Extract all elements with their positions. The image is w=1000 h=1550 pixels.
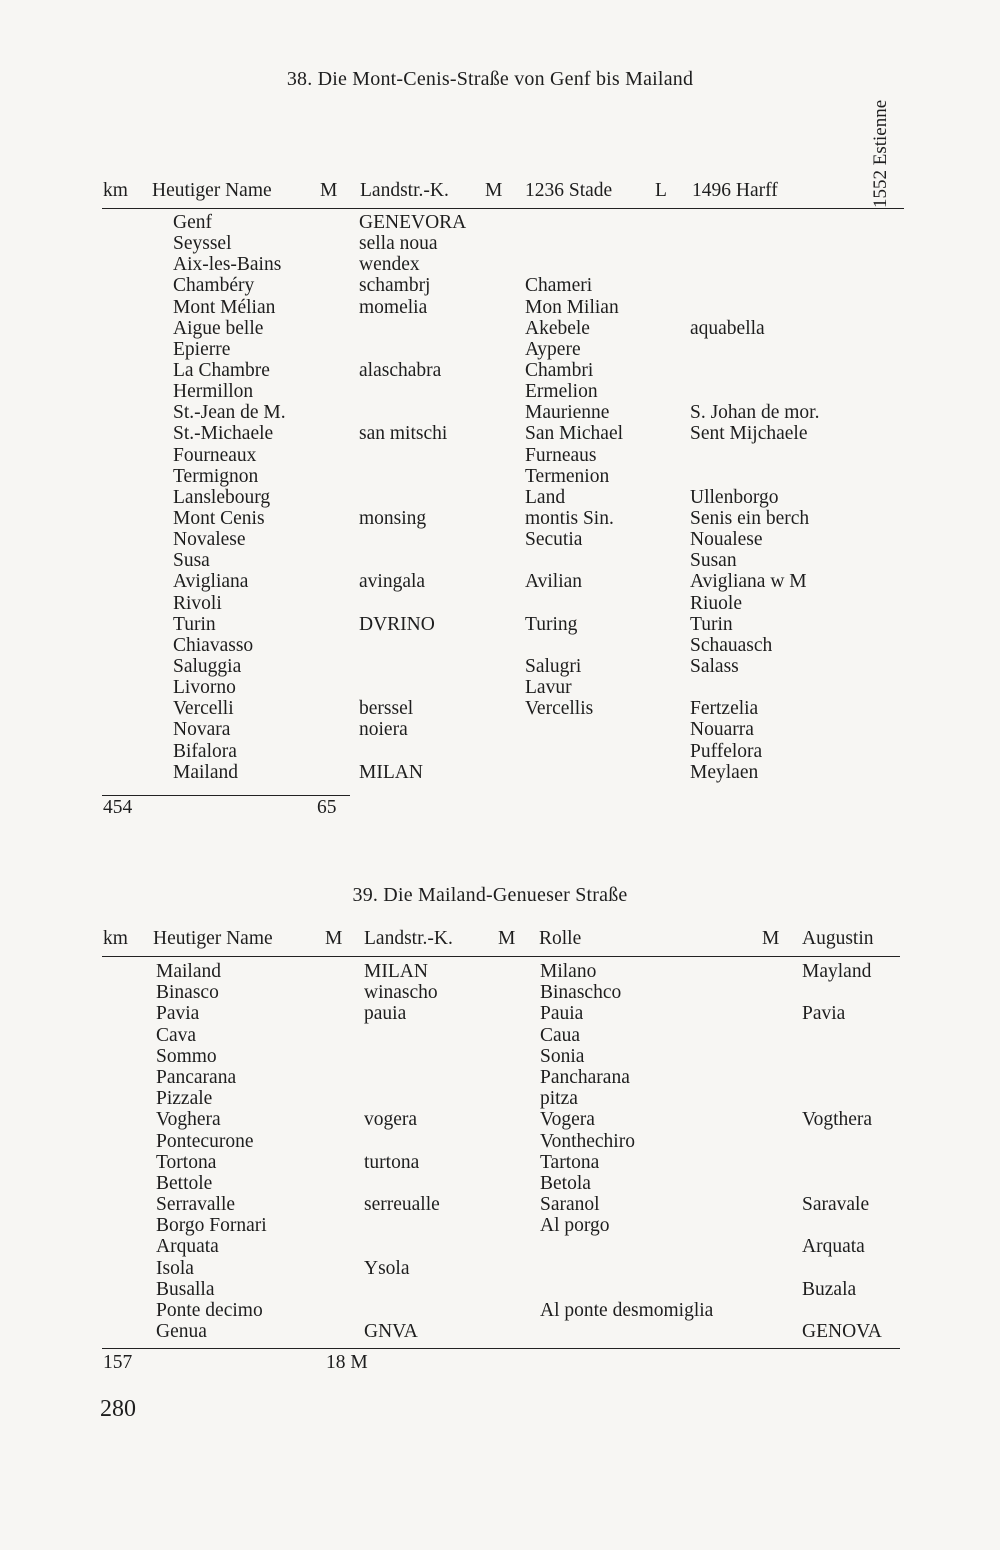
cell-harff: Puffelora bbox=[690, 740, 763, 762]
rotated-header-estienne: 1552 Estienne bbox=[870, 99, 891, 208]
cell-aug: Arquata bbox=[802, 1236, 865, 1258]
cell-aug: Pavia bbox=[802, 1003, 846, 1025]
cell-name: Seyssel bbox=[173, 233, 232, 255]
cell-name: Novalese bbox=[173, 529, 246, 551]
header-m2: M bbox=[498, 928, 516, 949]
cell-harff: Turin bbox=[690, 613, 733, 635]
cell-aug: Mayland bbox=[802, 961, 872, 982]
cell-name: Binasco bbox=[156, 982, 219, 1004]
cell-land: momelia bbox=[359, 296, 428, 318]
header-augustin: Augustin bbox=[802, 928, 874, 949]
cell-land: winascho bbox=[364, 982, 438, 1004]
cell-name: Sommo bbox=[156, 1045, 217, 1067]
cell-name: Chiavasso bbox=[173, 634, 254, 656]
cell-aug: Saravale bbox=[802, 1194, 870, 1216]
cell-stade: Turing bbox=[525, 613, 578, 635]
cell-land: vogera bbox=[364, 1109, 418, 1131]
cell-name: Pontecurone bbox=[156, 1130, 254, 1152]
cell-name: Susa bbox=[173, 550, 210, 572]
cell-name: Genf bbox=[173, 212, 212, 233]
cell-land: DVRINO bbox=[359, 613, 435, 635]
cell-land: noiera bbox=[359, 719, 408, 741]
cell-aug: Vogthera bbox=[802, 1109, 873, 1131]
cell-name: Mailand bbox=[156, 961, 221, 982]
cell-name: Turin bbox=[173, 613, 216, 635]
header-harff: 1496 Harff bbox=[692, 180, 778, 201]
cell-name: Mont Mélian bbox=[173, 296, 276, 318]
cell-harff: Sent Mijchaele bbox=[690, 423, 808, 445]
cell-aug: Buzala bbox=[802, 1278, 857, 1300]
cell-stade: Land bbox=[525, 486, 566, 508]
header-name: Heutiger Name bbox=[153, 928, 273, 949]
table-38-header-rule bbox=[102, 208, 904, 209]
cell-land: serreualle bbox=[364, 1194, 440, 1216]
header-m: M bbox=[320, 180, 338, 201]
cell-rolle: Vogera bbox=[540, 1109, 595, 1131]
header-km: km bbox=[103, 180, 128, 201]
cell-harff: Fertzelia bbox=[690, 698, 759, 720]
cell-rolle: Pauia bbox=[540, 1003, 584, 1025]
table-39-total-m: 18 M bbox=[326, 1352, 368, 1373]
cell-harff: Schauasch bbox=[690, 634, 773, 656]
cell-name: Arquata bbox=[156, 1236, 219, 1258]
cell-land: monsing bbox=[359, 507, 427, 529]
cell-aug: GENOVA bbox=[802, 1321, 882, 1343]
cell-land: turtona bbox=[364, 1151, 420, 1173]
cell-name: St.-Jean de M. bbox=[173, 402, 286, 424]
header-landstr: Landstr.-K. bbox=[360, 180, 449, 201]
cell-name: Vercelli bbox=[173, 698, 234, 720]
table-39-total-km: 157 bbox=[103, 1352, 133, 1373]
cell-harff: aquabella bbox=[690, 317, 765, 339]
table-38-title: 38. Die Mont-Cenis-Straße von Genf bis Mailand bbox=[286, 68, 694, 90]
cell-rolle: Milano bbox=[540, 961, 597, 982]
cell-stade: Vercellis bbox=[525, 698, 594, 720]
cell-rolle: Binaschco bbox=[540, 982, 622, 1004]
cell-name: Chambéry bbox=[173, 275, 255, 297]
cell-rolle: pitza bbox=[540, 1088, 578, 1110]
cell-name: Ponte decimo bbox=[156, 1300, 263, 1321]
cell-harff: Meylaen bbox=[690, 761, 759, 783]
cell-land: MILAN bbox=[364, 961, 428, 982]
page-number: 280 bbox=[100, 1396, 136, 1422]
cell-name: Livorno bbox=[173, 677, 236, 699]
cell-land: sella noua bbox=[359, 233, 438, 255]
header-landstr: Landstr.-K. bbox=[364, 928, 453, 949]
cell-name: Mailand bbox=[173, 761, 238, 783]
cell-harff: Susan bbox=[690, 550, 737, 572]
cell-harff: Noualese bbox=[690, 529, 763, 551]
header-m3: M bbox=[762, 928, 780, 949]
cell-name: Genua bbox=[156, 1321, 207, 1343]
header-km: km bbox=[103, 928, 128, 949]
cell-rolle: Vonthechiro bbox=[540, 1130, 635, 1152]
cell-name: Hermillon bbox=[173, 381, 254, 403]
cell-harff: Senis ein berch bbox=[690, 507, 810, 529]
cell-name: Borgo Fornari bbox=[156, 1215, 267, 1237]
table-39-total-rule bbox=[102, 1348, 900, 1349]
cell-rolle: Tartona bbox=[540, 1151, 600, 1173]
cell-harff: Riuole bbox=[690, 592, 742, 614]
cell-name: Tortona bbox=[156, 1151, 217, 1173]
header-m2: M bbox=[485, 180, 503, 201]
cell-stade: Mon Milian bbox=[525, 296, 619, 318]
cell-land: san mitschi bbox=[359, 423, 448, 445]
table-38-total-km: 454 bbox=[103, 797, 133, 818]
cell-name: Avigliana bbox=[173, 571, 249, 593]
cell-rolle: Al porgo bbox=[540, 1215, 610, 1237]
cell-name: Serravalle bbox=[156, 1194, 236, 1216]
cell-stade: Akebele bbox=[525, 317, 590, 339]
cell-land: MILAN bbox=[359, 761, 423, 783]
cell-land: GNVA bbox=[364, 1321, 418, 1343]
table-39-title: 39. Die Mailand-Genueser Straße bbox=[352, 884, 628, 906]
table-38-total-m: 65 bbox=[317, 797, 337, 818]
cell-land: Ysola bbox=[364, 1257, 410, 1279]
table-38-total-rule bbox=[102, 795, 350, 796]
cell-name: La Chambre bbox=[173, 359, 270, 381]
cell-rolle: Al ponte desmomiglia bbox=[540, 1300, 714, 1321]
cell-harff: S. Johan de mor. bbox=[690, 402, 820, 424]
header-m: M bbox=[325, 928, 343, 949]
cell-name: Bettole bbox=[156, 1172, 213, 1194]
cell-name: Novara bbox=[173, 719, 231, 741]
cell-name: Pancarana bbox=[156, 1066, 237, 1088]
cell-name: St.-Michaele bbox=[173, 423, 274, 445]
cell-name: Rivoli bbox=[173, 592, 222, 614]
cell-name: Aigue belle bbox=[173, 317, 264, 339]
cell-land: avingala bbox=[359, 571, 426, 593]
cell-name: Termignon bbox=[173, 465, 259, 487]
cell-rolle: Sonia bbox=[540, 1045, 585, 1067]
cell-stade: Chambri bbox=[525, 359, 594, 381]
cell-name: Voghera bbox=[156, 1109, 221, 1131]
header-name: Heutiger Name bbox=[152, 180, 272, 201]
cell-land: alaschabra bbox=[359, 359, 442, 381]
cell-rolle: Saranol bbox=[540, 1194, 600, 1216]
cell-name: Fourneaux bbox=[173, 444, 257, 466]
cell-name: Mont Cenis bbox=[173, 507, 265, 529]
cell-stade: Ermelion bbox=[525, 381, 598, 403]
cell-land: pauia bbox=[364, 1003, 407, 1025]
cell-stade: Secutia bbox=[525, 529, 583, 551]
cell-rolle: Pancharana bbox=[540, 1066, 630, 1088]
cell-name: Isola bbox=[156, 1257, 194, 1279]
cell-harff: Ullenborgo bbox=[690, 486, 779, 508]
cell-name: Bifalora bbox=[173, 740, 237, 762]
cell-stade: Maurienne bbox=[525, 402, 610, 424]
header-stade: 1236 Stade bbox=[525, 180, 613, 201]
cell-rolle: Caua bbox=[540, 1024, 581, 1046]
cell-name: Aix-les-Bains bbox=[173, 254, 282, 276]
cell-name: Pavia bbox=[156, 1003, 200, 1025]
cell-stade: Furneaus bbox=[525, 444, 597, 466]
cell-name: Busalla bbox=[156, 1278, 215, 1300]
cell-land: GENEVORA bbox=[359, 212, 467, 233]
cell-name: Saluggia bbox=[173, 655, 242, 677]
cell-stade: Lavur bbox=[525, 677, 572, 699]
cell-stade: Salugri bbox=[525, 655, 582, 677]
cell-land: berssel bbox=[359, 698, 414, 720]
cell-stade: San Michael bbox=[525, 423, 624, 445]
cell-land: schambrj bbox=[359, 275, 431, 297]
cell-name: Cava bbox=[156, 1024, 197, 1046]
cell-stade: Termenion bbox=[525, 465, 610, 487]
header-l: L bbox=[655, 180, 667, 201]
header-rolle: Rolle bbox=[539, 928, 582, 949]
cell-stade: Aypere bbox=[525, 338, 581, 360]
cell-stade: Chameri bbox=[525, 275, 593, 297]
cell-rolle: Betola bbox=[540, 1172, 591, 1194]
cell-harff: Nouarra bbox=[690, 719, 754, 741]
table-39-header-rule bbox=[102, 956, 900, 957]
cell-stade: Avilian bbox=[525, 571, 583, 593]
cell-stade: montis Sin. bbox=[525, 507, 614, 529]
cell-name: Epierre bbox=[173, 338, 231, 360]
cell-name: Lanslebourg bbox=[173, 486, 271, 508]
cell-land: wendex bbox=[359, 254, 420, 276]
cell-harff: Avigliana w M bbox=[690, 571, 807, 593]
cell-name: Pizzale bbox=[156, 1088, 213, 1110]
cell-harff: Salass bbox=[690, 655, 739, 677]
